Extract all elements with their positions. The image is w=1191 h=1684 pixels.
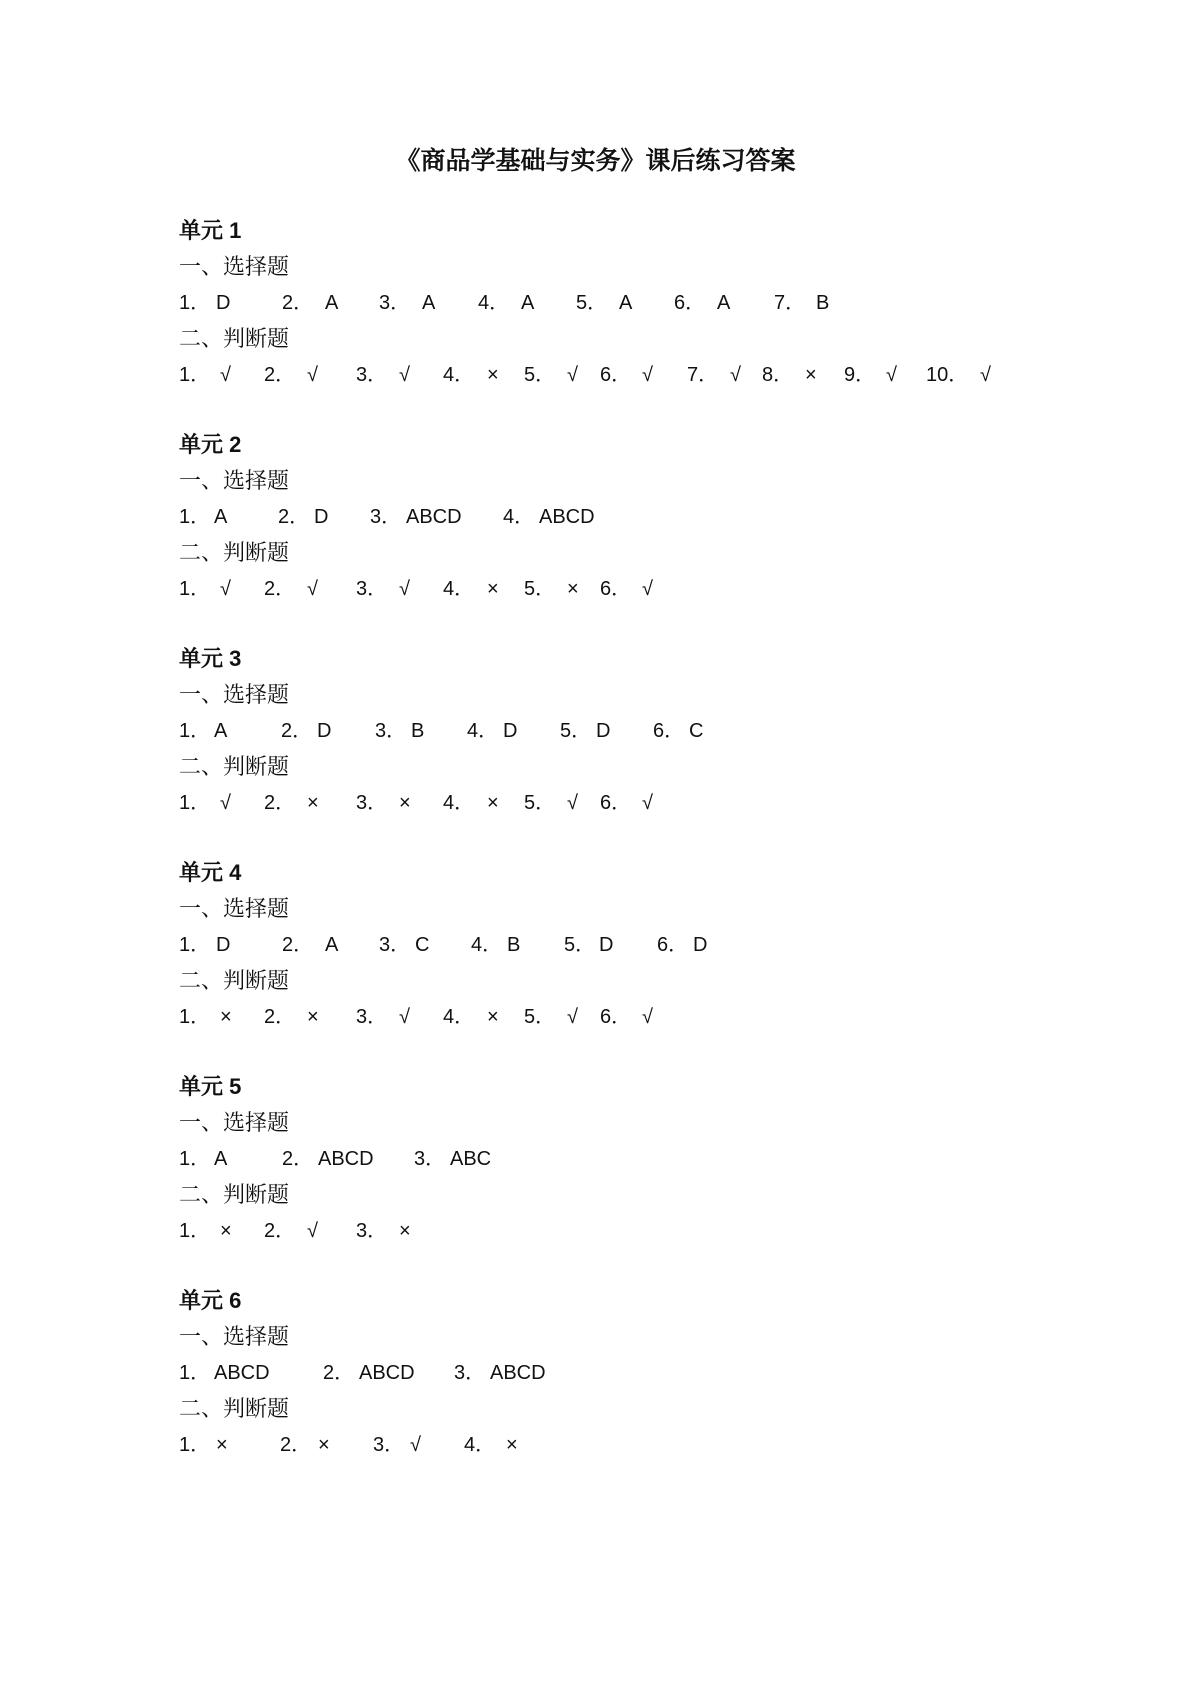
question-number: 4． [503,506,535,528]
judge-answer: × [216,1434,228,1456]
question-number: 4． [467,720,499,742]
question-number: 2． [281,720,313,742]
question-number: 1． [179,1220,211,1242]
judge-answers-row [179,1431,1079,1467]
choice-answer: ABCD [406,506,462,528]
question-number: 5． [524,364,556,386]
question-number: 7． [774,292,806,314]
question-number: 1． [179,1362,211,1384]
choice-section-heading: 一、选择题 [179,682,290,707]
choice-answer: A [619,292,633,314]
choice-answer: A [214,1148,228,1170]
document-title: 《商品学基础与实务》课后练习答案 [395,147,796,175]
question-number: 2． [264,578,296,600]
question-number: 8． [762,364,794,386]
unit-section [179,431,1079,611]
judge-section-heading: 二、判断题 [179,754,290,779]
judge-answer: × [307,792,319,814]
judge-answer: × [399,792,411,814]
question-number: 4． [471,934,503,956]
choice-answer: A [214,506,228,528]
judge-section-heading: 二、判断题 [179,326,290,351]
unit-heading: 单元 2 [179,432,242,457]
choice-answer: B [507,934,521,956]
choice-answer: ABCD [214,1362,270,1384]
question-number: 3． [414,1148,446,1170]
judge-answer: √ [307,364,318,386]
judge-answer: × [307,1006,319,1028]
choice-answers-row [179,1145,1079,1181]
choice-section-heading: 一、选择题 [179,254,290,279]
choice-answer: A [422,292,436,314]
judge-answer: √ [642,792,653,814]
choice-answer: D [216,934,231,956]
judge-answer: √ [307,578,318,600]
unit-section [179,217,1079,397]
judge-answer: √ [220,578,231,600]
judge-section-heading: 二、判断题 [179,1182,290,1207]
judge-answer: √ [886,364,897,386]
question-number: 1． [179,364,211,386]
judge-answer: × [805,364,817,386]
judge-answer: √ [410,1434,421,1456]
judge-answer: √ [642,364,653,386]
choice-answer: D [317,720,332,742]
question-number: 2． [282,934,314,956]
question-number: 4． [443,792,475,814]
question-number: 2． [280,1434,312,1456]
question-number: 3． [356,792,388,814]
judge-answer: √ [567,1006,578,1028]
choice-answer: A [521,292,535,314]
question-number: 3． [373,1434,405,1456]
choice-answers-row [179,1359,1079,1395]
judge-answer: × [567,578,579,600]
choice-answer: A [325,292,339,314]
question-number: 3． [370,506,402,528]
choice-answer: ABCD [490,1362,546,1384]
judge-answer: √ [399,1006,410,1028]
judge-answer: √ [567,364,578,386]
judge-answers-row [179,789,1079,825]
question-number: 3． [454,1362,486,1384]
unit-section [179,859,1079,1039]
choice-answer: B [411,720,425,742]
judge-answer: √ [399,364,410,386]
question-number: 10． [926,364,969,386]
unit-heading: 单元 6 [179,1288,242,1313]
question-number: 2． [278,506,310,528]
choice-answer: ABCD [539,506,595,528]
question-number: 6． [600,1006,632,1028]
choice-answer: A [717,292,731,314]
question-number: 1． [179,1006,211,1028]
choice-section-heading: 一、选择题 [179,896,290,921]
question-number: 2． [264,792,296,814]
judge-answer: × [318,1434,330,1456]
judge-answer: √ [980,364,991,386]
unit-section [179,1287,1079,1467]
question-number: 2． [264,1220,296,1242]
judge-answer: × [487,578,499,600]
choice-answer: D [216,292,231,314]
question-number: 6． [600,364,632,386]
judge-section-heading: 二、判断题 [179,540,290,565]
choice-answer: ABCD [359,1362,415,1384]
question-number: 6． [653,720,685,742]
judge-answer: × [487,792,499,814]
question-number: 1． [179,578,211,600]
judge-answer: √ [399,578,410,600]
choice-answer: A [325,934,339,956]
choice-answers-row [179,931,1079,967]
question-number: 3． [356,364,388,386]
question-number: 5． [524,792,556,814]
choice-answer: D [599,934,614,956]
judge-answers-row [179,1003,1079,1039]
unit-heading: 单元 5 [179,1074,242,1099]
question-number: 2． [323,1362,355,1384]
question-number: 5． [576,292,608,314]
choice-answer: D [693,934,708,956]
unit-heading: 单元 1 [179,218,242,243]
question-number: 5． [560,720,592,742]
judge-section-heading: 二、判断题 [179,968,290,993]
choice-section-heading: 一、选择题 [179,468,290,493]
question-number: 2． [282,292,314,314]
question-number: 4． [478,292,510,314]
judge-answer: √ [220,364,231,386]
question-number: 3． [379,934,411,956]
question-number: 2． [282,1148,314,1170]
question-number: 4． [443,1006,475,1028]
choice-answer: ABC [450,1148,492,1170]
question-number: 4． [443,364,475,386]
choice-answers-row [179,717,1079,753]
question-number: 5． [524,1006,556,1028]
judge-answer: √ [642,578,653,600]
question-number: 1． [179,720,211,742]
question-number: 1． [179,506,211,528]
question-number: 4． [464,1434,496,1456]
judge-answer: × [487,364,499,386]
judge-answer: × [506,1434,518,1456]
choice-answer: D [314,506,329,528]
judge-answer: × [487,1006,499,1028]
choice-answers-row [179,289,1079,325]
unit-heading: 单元 3 [179,646,242,671]
choice-answers-row [179,503,1079,539]
question-number: 2． [264,1006,296,1028]
choice-answer: ABCD [318,1148,374,1170]
unit-section [179,645,1079,825]
choice-answer: A [214,720,228,742]
question-number: 4． [443,578,475,600]
question-number: 3． [356,1006,388,1028]
question-number: 9． [844,364,876,386]
judge-answer: × [220,1220,232,1242]
judge-answer: √ [220,792,231,814]
unit-heading: 单元 4 [179,860,242,885]
choice-answer: C [689,720,704,742]
question-number: 6． [600,792,632,814]
choice-section-heading: 一、选择题 [179,1324,290,1349]
question-number: 1． [179,1148,211,1170]
judge-answer: √ [730,364,741,386]
judge-answers-row [179,1217,1079,1253]
question-number: 3． [356,578,388,600]
judge-answer: × [399,1220,411,1242]
question-number: 1． [179,934,211,956]
question-number: 1． [179,792,211,814]
question-number: 6． [600,578,632,600]
question-number: 3． [375,720,407,742]
unit-section [179,1073,1079,1253]
question-number: 3． [379,292,411,314]
question-number: 1． [179,292,211,314]
judge-answer: × [220,1006,232,1028]
question-number: 7． [687,364,719,386]
judge-answer: √ [307,1220,318,1242]
question-number: 6． [657,934,689,956]
choice-answer: B [816,292,830,314]
judge-answers-row [179,575,1079,611]
judge-section-heading: 二、判断题 [179,1396,290,1421]
judge-answers-row [179,361,1079,397]
question-number: 2． [264,364,296,386]
choice-section-heading: 一、选择题 [179,1110,290,1135]
choice-answer: D [503,720,518,742]
question-number: 6． [674,292,706,314]
choice-answer: C [415,934,430,956]
question-number: 3． [356,1220,388,1242]
judge-answer: √ [642,1006,653,1028]
question-number: 5． [524,578,556,600]
judge-answer: √ [567,792,578,814]
question-number: 5． [564,934,596,956]
question-number: 1． [179,1434,211,1456]
choice-answer: D [596,720,611,742]
